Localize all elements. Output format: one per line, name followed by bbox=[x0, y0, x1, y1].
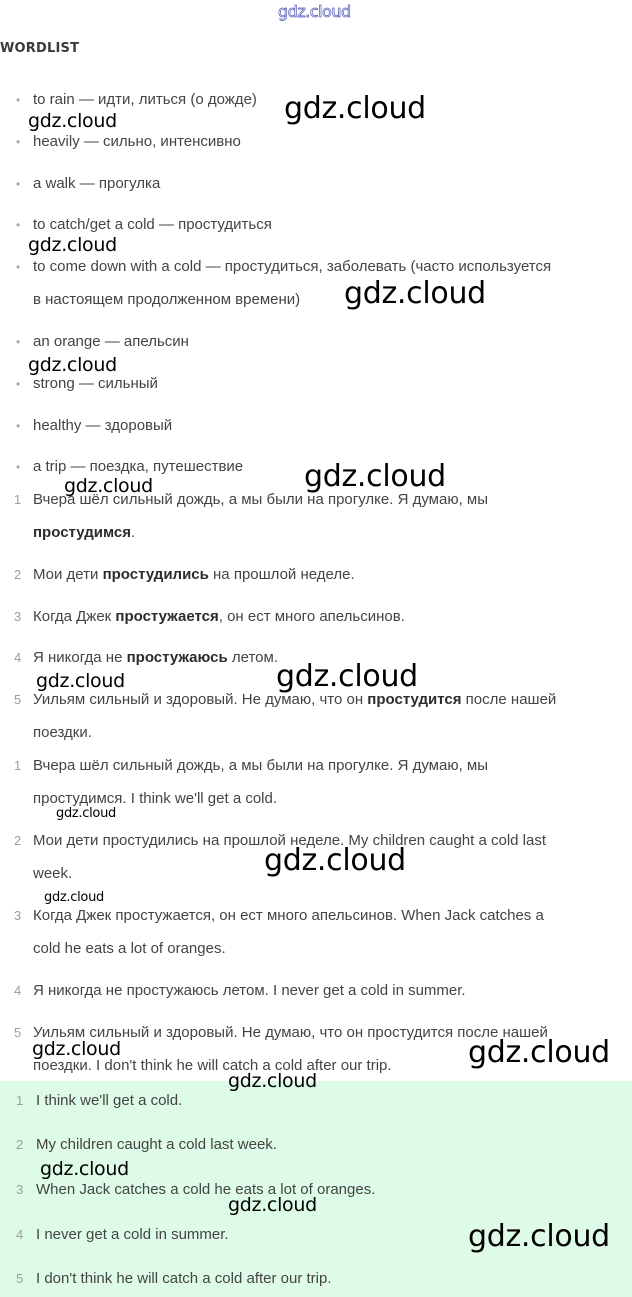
watermark: gdz.cloud bbox=[40, 1158, 129, 1180]
watermark: gdz.cloud bbox=[468, 1219, 610, 1254]
bullet-icon: • bbox=[16, 335, 21, 349]
bullet-icon: • bbox=[16, 419, 21, 433]
exercise-sentence-continuation: простудимся. bbox=[33, 524, 136, 541]
translation-line: поездки. I don't think he will catch a cold after our trip. bbox=[33, 1057, 392, 1074]
watermark: gdz.cloud bbox=[28, 110, 117, 132]
item-number: 1 bbox=[16, 1093, 24, 1108]
watermark: gdz.cloud bbox=[28, 354, 117, 376]
bullet-icon: • bbox=[16, 218, 21, 232]
translation-line: week. bbox=[33, 865, 73, 882]
bullet-icon: • bbox=[16, 135, 21, 149]
translation-line: Я никогда не простужаюсь летом. I never get a cold in summer. bbox=[33, 982, 466, 999]
item-number: 2 bbox=[14, 567, 22, 582]
watermark: gdz.cloud bbox=[44, 890, 104, 905]
watermark: gdz.cloud bbox=[32, 1038, 121, 1060]
item-number: 2 bbox=[14, 833, 22, 848]
watermark: gdz.cloud bbox=[284, 91, 426, 126]
bullet-icon: • bbox=[16, 93, 21, 107]
translation-line: простудимся. I think we'll get a cold. bbox=[33, 790, 278, 807]
watermark: gdz.cloud bbox=[304, 459, 446, 494]
translation-line: cold he eats a lot of oranges. bbox=[33, 940, 226, 957]
item-number: 4 bbox=[16, 1227, 24, 1242]
watermark: gdz.cloud bbox=[36, 670, 125, 692]
item-number: 4 bbox=[14, 650, 22, 665]
item-number: 3 bbox=[16, 1182, 24, 1197]
bullet-icon: • bbox=[16, 460, 21, 474]
item-number: 1 bbox=[14, 492, 22, 507]
watermark: gdz.cloud bbox=[228, 1194, 317, 1216]
item-number: 2 bbox=[16, 1137, 24, 1152]
exercise-sentence: Я никогда не простужаюсь летом. bbox=[33, 649, 279, 666]
item-number: 5 bbox=[14, 692, 22, 707]
watermark: gdz.cloud bbox=[276, 659, 418, 694]
item-number: 4 bbox=[14, 983, 22, 998]
answers-panel bbox=[0, 1081, 632, 1297]
bullet-icon: • bbox=[16, 377, 21, 391]
translation-line: Уильям сильный и здоровый. Не думаю, что он простудится после нашей bbox=[33, 1024, 548, 1041]
item-number: 5 bbox=[16, 1271, 24, 1286]
watermark: gdz.cloud bbox=[264, 843, 406, 878]
watermark: gdz.cloud bbox=[56, 806, 116, 821]
watermark: gdz.cloud bbox=[344, 276, 486, 311]
answer-line: I don't think he will catch a cold after our trip. bbox=[36, 1270, 332, 1287]
watermark: gdz.cloud bbox=[28, 234, 117, 256]
wordlist-heading: WORDLIST bbox=[0, 41, 80, 56]
item-number: 1 bbox=[14, 758, 22, 773]
exercise-sentence: Когда Джек простужается, он ест много апельсинов. bbox=[33, 608, 405, 625]
exercise-sentence: Мои дети простудились на прошлой неделе. bbox=[33, 566, 355, 583]
item-number: 3 bbox=[14, 908, 22, 923]
bullet-icon: • bbox=[16, 177, 21, 191]
translation-line: Мои дети простудились на прошлой неделе. My children caught a cold last bbox=[33, 832, 547, 849]
exercise-sentence: Уильям сильный и здоровый. Не думаю, что он простудится после нашей bbox=[33, 691, 557, 708]
answer-line: I never get a cold in summer. bbox=[36, 1226, 229, 1243]
watermark: gdz.cloud bbox=[64, 475, 153, 497]
item-number: 3 bbox=[14, 609, 22, 624]
answer-line: When Jack catches a cold he eats a lot of oranges. bbox=[36, 1181, 376, 1198]
item-number: 5 bbox=[14, 1025, 22, 1040]
translation-line: Когда Джек простужается, он ест много апельсинов. When Jack catches a bbox=[33, 907, 544, 924]
answer-line: My children caught a cold last week. bbox=[36, 1136, 277, 1153]
site-logo-watermark: gdz.cloud bbox=[278, 2, 351, 21]
answer-line: I think we'll get a cold. bbox=[36, 1092, 183, 1109]
translation-line: Вчера шёл сильный дождь, а мы были на прогулке. Я думаю, мы bbox=[33, 757, 488, 774]
exercise-sentence-continuation: поездки. bbox=[33, 724, 92, 741]
bullet-icon: • bbox=[16, 260, 21, 274]
watermark: gdz.cloud bbox=[468, 1035, 610, 1070]
watermark: gdz.cloud bbox=[228, 1070, 317, 1092]
exercise-sentence: Вчера шёл сильный дождь, а мы были на прогулке. Я думаю, мы bbox=[33, 491, 488, 508]
